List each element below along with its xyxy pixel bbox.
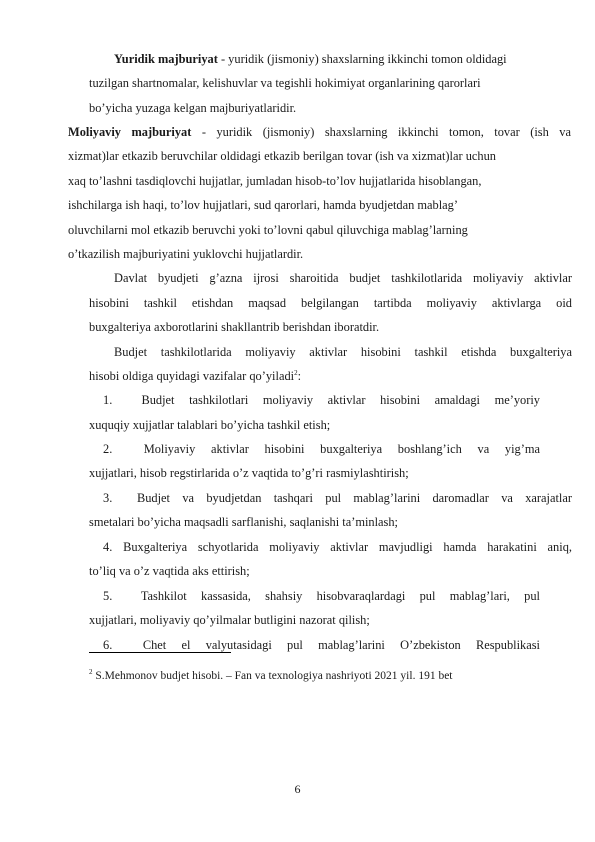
paragraph-4-line-1: Budjet tashkilotlarida moliyaviy aktivlar hisobini tashkil etishda buxgalteriya	[114, 345, 572, 359]
paragraph-3-line-2: hisobini tashkil etishdan maqsad belgilangan tartibda moliyaviy aktivlarga oid	[89, 296, 572, 310]
footnote-separator	[89, 652, 231, 653]
list-item-6-line-1: 6. Chet el valyutasidagi pul mablag’larini O’zbekiston Respublikasi	[103, 638, 540, 652]
term-moliyaviy-majburiyat: Moliyaviy majburiyat	[68, 125, 192, 139]
paragraph-2-line-2: xizmat)lar etkazib beruvchilar oldidagi etkazib berilgan tovar (ish va xizmat)lar uchun	[68, 149, 496, 163]
list-item-1-line-2: xuquqiy xujjatlar talablari bo’yicha tashkil etish;	[89, 418, 331, 432]
footnote-mark: 2	[89, 668, 93, 676]
paragraph-3-line-3: buxgalteriya axborotlarini shakllantrib berishdan iboratdir.	[89, 320, 380, 334]
page-number: 6	[294, 782, 301, 796]
term-yuridik-majburiyat: Yuridik majburiyat	[114, 52, 218, 66]
footnote-ref: 2	[294, 369, 298, 377]
list-item-3-line-1: 3. Budjet va byudjetdan tashqari pul mablag’larini daromadlar va xarajatlar	[103, 491, 572, 505]
footnote: $^2$ S.Mehmonov budjet hisobi. – Fan va texnologiya nashriyoti 2021 yil. 191 bet	[89, 668, 453, 682]
paragraph-1-line-1: Yuridik majburiyat - yuridik (jismoniy) shaxslarning ikkinchi tomon oldidagi	[114, 52, 507, 66]
list-item-5-line-2: xujjatlari, moliyaviy qo’yilmalar butligini nazorat qilish;	[89, 613, 370, 627]
list-item-1-line-1: 1. Budjet tashkilotlari moliyaviy aktivlar hisobini amaldagi me’yoriy	[103, 393, 540, 407]
paragraph-4-line-2: hisobi oldiga quyidagi vazifalar qo’yiladi$^2$:	[89, 369, 302, 383]
paragraph-2-line-4: ishchilarga ish haqi, to’lov hujjatlari, sud qarorlari, hamda byudjetdan mablag’	[68, 198, 458, 212]
list-item-4-line-2: to’liq va o’z vaqtida aks ettirish;	[89, 564, 250, 578]
list-item-5-line-1: 5. Tashkilot kassasida, shahsiy hisobvaraqlardagi pul mablag’lari, pul	[103, 589, 540, 603]
paragraph-1-line-2: tuzilgan shartnomalar, kelishuvlar va tegishli hokimiyat organlarining qarorlari	[89, 76, 481, 90]
paragraph-2-line-3: xaq to’lashni tasdiqlovchi hujjatlar, jumladan hisob-to’lov hujjatlarida hisoblangan,	[68, 174, 482, 188]
paragraph-2-line-6: o’tkazilish majburiyatini yuklovchi hujjatlardir.	[68, 247, 304, 261]
list-item-4-line-1: 4. Buxgalteriya schyotlarida moliyaviy aktivlar mavjudligi hamda harakatini aniq,	[103, 540, 572, 554]
paragraph-3-line-1: Davlat byudjeti g’azna ijrosi sharoitida budjet tashkilotlarida moliyaviy aktivlar	[114, 271, 572, 285]
list-item-2-line-2: xujjatlari, hisob regstirlarida o’z vaqtida to’g’ri rasmiylashtirish;	[89, 466, 409, 480]
paragraph-2-line-5: oluvchilarni mol etkazib beruvchi yoki to’lovni qabul qiluvchiga mablag’larning	[68, 223, 468, 237]
paragraph-2-line-1: Moliyaviy majburiyat - yuridik (jismoniy) shaxslarning ikkinchi tomon, tovar (ish va	[68, 125, 572, 139]
list-item-3-line-2: smetalari bo’yicha maqsadli sarflanishi, saqlanishi ta’minlash;	[89, 515, 398, 529]
list-item-2-line-1: 2. Moliyaviy aktivlar hisobini buxgalteriya boshlang’ich va yig’ma	[103, 442, 540, 456]
paragraph-1-line-3: bo’yicha yuzaga kelgan majburiyatlaridir.	[89, 101, 297, 115]
